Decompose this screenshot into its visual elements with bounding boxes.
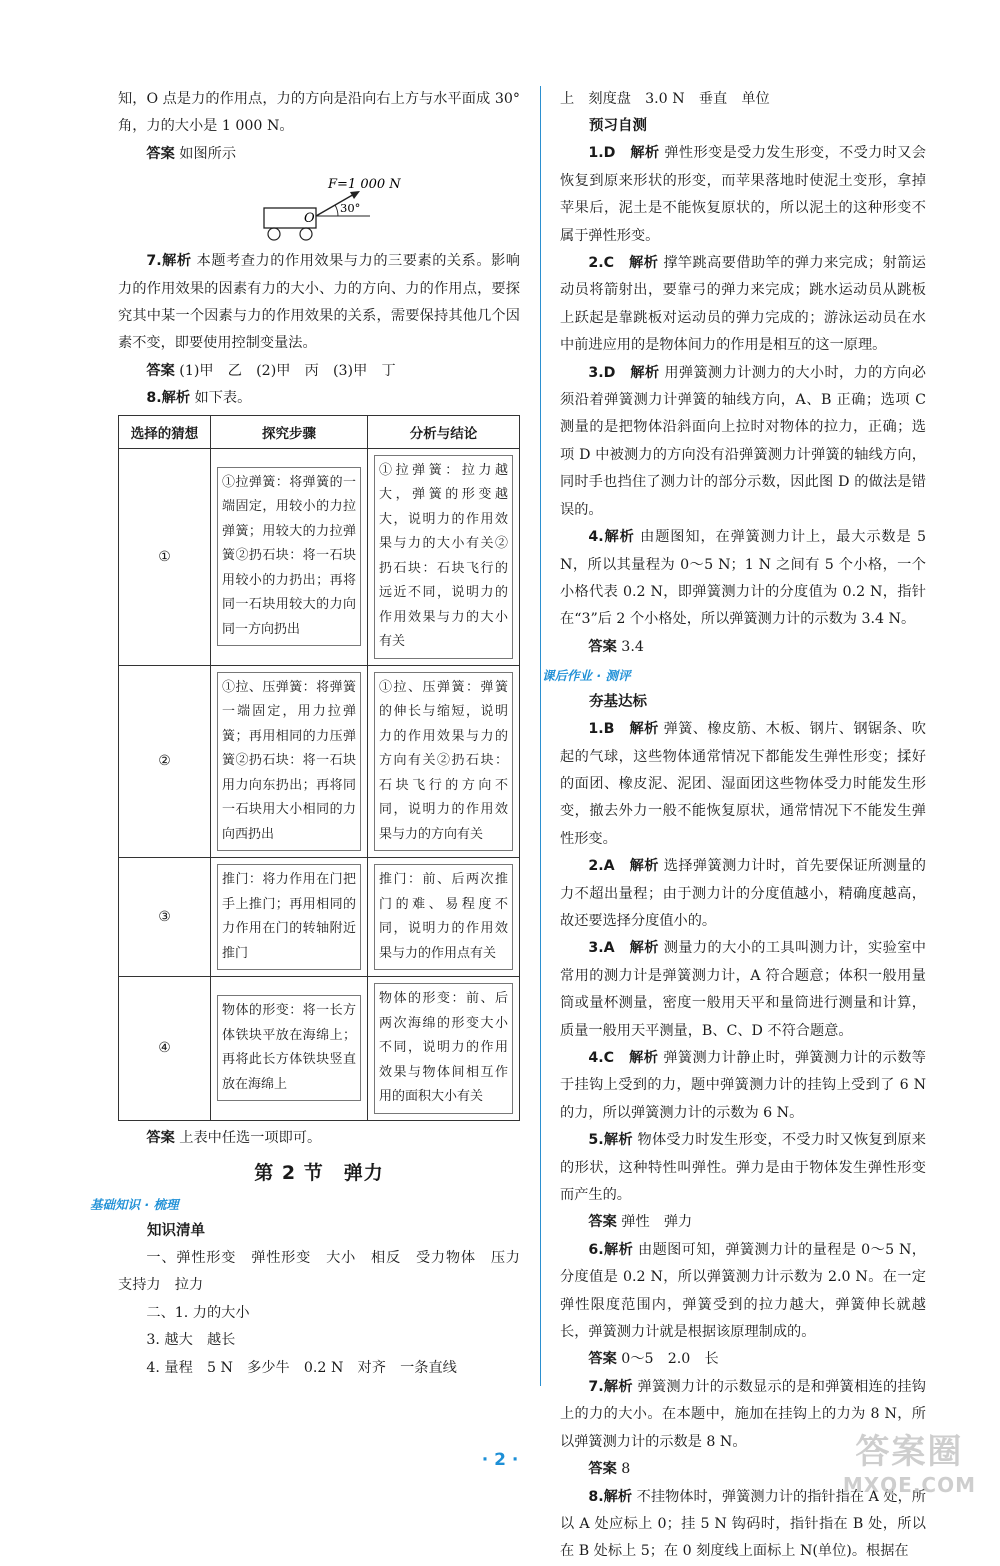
practice-item: 1.B 解析 弹簧、橡皮筋、木板、钢片、钢锯条、吹起的气球，这些物体通常情况下都能发生弹性形变；揉好的面团、橡皮泥、泥团、湿面团这些物体受力时能发生形变，撤去外力一般不能恢复原状，通常情况下不能发生弹性形变。 [560, 721, 926, 847]
force-label: F=1 000 N [328, 177, 401, 193]
force-diagram [118, 170, 520, 242]
practice-item: 5.解析 物体受力时发生形变，不受力时又恢复到原来的形状，这种特性叫弹性。弹力是由于物体发生弹性形变而产生的。 [560, 1132, 926, 1204]
right-column [542, 86, 926, 1566]
table-cell-conclusion: 推门：前、后两次推门的难、易程度不同，说明力的作用效果与力的作用点有关 [368, 858, 520, 977]
table-header: 选择的猜想 [119, 415, 211, 448]
answer-4: 答案 3.4 [588, 638, 644, 655]
table-cell-steps: ①拉弹簧：将弹簧的一端固定，用较小的力拉弹簧；用较大的力拉弹簧②扔石块：将一石块用较小的力扔出；再将同一石块用较大的力向同一方向扔出 [211, 448, 368, 665]
base-practice-title: 夯基达标 [589, 694, 647, 711]
column-divider [540, 86, 541, 1386]
answer-7-right: 答案 8 [588, 1461, 631, 1478]
page-number: · 2 · [481, 1450, 519, 1470]
q8-right-analysis: 8.解析 不挂物体时，弹簧测力计的指针指在 A 处，所以 A 处应标上 0；挂 5 N 钩码时，指针指在 B 处，所以在 B 处标上 5；在 0 刻度线上面标上 N(单位)。根据在 [560, 1488, 926, 1560]
table-row [119, 858, 520, 977]
inquiry-table [118, 415, 520, 1121]
knowledge-list-title: 知识清单 [147, 1223, 205, 1240]
table-header: 探究步骤 [211, 415, 368, 448]
self-test-item: 1.D 解析 弹性形变是受力发生形变，不受力时又会恢复到原来形状的形变，而苹果落地时使泥土变形，拿掉苹果后，泥土是不能恢复原状的，所以泥土的这种形变不属于弹性形变。 [560, 145, 926, 244]
table-row [119, 665, 520, 858]
answer-5: 答案 弹性 弹力 [588, 1214, 693, 1231]
watermark-logo: 答案圈 MXQE.COM [842, 1432, 976, 1497]
table-cell-steps: 物体的形变：将一长方体铁块平放在海绵上；再将此长方体铁块竖直放在海绵上 [211, 977, 368, 1121]
practice-item: 3.A 解析 测量力的大小的工具叫测力计，实验室中常用的测力计是弹簧测力计，A 符合题意；体积一般用量筒或量杯测量，密度一般用天平和量筒进行测量和计算，质量一般用天平测量，B、C、D 不符合题意。 [560, 940, 926, 1039]
angle-arc [335, 205, 338, 216]
answer-6-right: 答案 0～5 2.0 长 [588, 1351, 719, 1368]
self-test-title: 预习自测 [589, 118, 647, 135]
table-cell-conclusion: ①拉弹簧：拉力越大，弹簧的形变越大，说明力的作用效果与力的大小有关②扔石块：石块飞行的远近不同，说明力的作用效果与力的大小有关 [368, 448, 520, 665]
knowledge-item-1: 一、弹性形变 弹性形变 大小 相反 受力物体 压力 支持力 拉力 [118, 1250, 535, 1294]
table-cell-num: ② [119, 665, 211, 858]
left-column [90, 86, 535, 1382]
point-label: O [304, 211, 315, 227]
table-cell-steps: ①拉、压弹簧：将弹簧一端固定，用力拉弹簧；再用相同的力压弹簧②扔石块：将一石块用力向东扔出；再将同一石块用大小相同的力向西扔出 [211, 665, 368, 858]
table-row [119, 448, 520, 665]
q7-analysis: 7.解析 本题考查力的作用效果与力的三要素的关系。影响力的作用效果的因素有力的大小、力的方向、力的作用点，要探究其中某一个因素与力的作用效果的关系，需要保持其他几个因素不变，即要使用控制变量法。 [118, 253, 520, 352]
self-test-item: 4.解析 由题图知，在弹簧测力计上，最大示数是 5 N，所以其量程为 0～5 N；1 N 之间有 5 个小格，一个小格代表 0.2 N，即弹簧测力计的分度值为 0.2 N，指针在“3”后 2 个小格处，所以弹簧测力计的示数为 3.4 N。 [560, 529, 926, 628]
table-cell-steps: 推门：将力作用在门把手上推门；再用相同的力作用在门的转轴附近推门 [211, 858, 368, 977]
table-cell-conclusion: 物体的形变：前、后两次海绵的形变大小不同，说明力的作用效果与物体间相互作用的面积大小有关 [368, 977, 520, 1121]
practice-item: 7.解析 弹簧测力计的示数显示的是和弹簧相连的挂钩上的力的大小。在本题中，施加在挂钩上的力为 8 N，所以弹簧测力计的示数是 8 N。 [560, 1378, 926, 1450]
table-row [119, 977, 520, 1121]
self-test-item: 2.C 解析 撑竿跳高要借助竿的弹力来完成；射箭运动员将箭射出，要靠弓的弹力来完成；跳水运动员从跳板上跃起是靠跳板对运动员的弹力完成的；游泳运动员在水中前进应用的是物体间力的作用是相互的这一原理。 [560, 255, 926, 354]
practice-item: 4.C 解析 弹簧测力计静止时，弹簧测力计的示数等于挂钩上受到的力，题中弹簧测力计的挂钩上受到了 6 N 的力，所以弹簧测力计的示数为 6 N。 [560, 1050, 926, 1121]
section-homework: 课后作业 · 测评 [542, 668, 631, 684]
cart-wheel-left [268, 228, 280, 240]
table-cell-num: ④ [119, 977, 211, 1121]
practice-item: 6.解析 由题图可知，弹簧测力计的量程是 0～5 N，分度值是 0.2 N，所以弹簧测力计示数为 2.0 N。在一定弹性限度范围内，弹簧受到的拉力越大，弹簧伸长就越长，弹簧测力计就是根据该原理制成的。 [560, 1241, 926, 1341]
intro-text: 知，O 点是力的作用点，力的方向是沿向右上方与水平面成 30°角，力的大小是 1 000 N。 [118, 91, 520, 135]
knowledge-item-4: 4. 量程 5 N 多少牛 0.2 N 对齐 一条直线 [146, 1359, 457, 1376]
section-basic-knowledge: 基础知识 · 梳理 [90, 1197, 179, 1213]
chapter-heading: 第 2 节 弹力 [254, 1162, 384, 1185]
cart-wheel-right [300, 228, 312, 240]
q8-analysis: 8.解析 如下表。 [146, 390, 252, 407]
force-diagram-svg [118, 170, 520, 242]
knowledge-continued: 上 刻度盘 3.0 N 垂直 单位 [560, 91, 770, 107]
knowledge-item-2: 二、1. 力的大小 [146, 1304, 250, 1321]
practice-item: 2.A 解析 选择弹簧测力计时，首先要保证所测量的力不超出量程；由于测力计的分度值越小，精确度越高，故还要选择分度值小的。 [560, 858, 926, 929]
self-test-item: 3.D 解析 用弹簧测力计测力的大小时，力的方向必须沿着弹簧测力计弹簧的轴线方向，A、B 正确；选项 C 测量的是把物体沿斜面向上拉时对物体的拉力，正确；选项 D 中被测力的方向没有沿弹簧测力计弹簧的轴线方向，同时手也挡住了测力计的部分示数，因此图 D 的做法是错误的。 [560, 364, 926, 518]
angle-label: 30° [340, 201, 361, 216]
table-cell-num: ① [119, 448, 211, 665]
answer-6: 答案 如图所示 [146, 145, 237, 162]
answer-8: 答案 上表中任选一项即可。 [146, 1129, 322, 1146]
table-header: 分析与结论 [368, 415, 520, 448]
table-cell-conclusion: ①拉、压弹簧：弹簧的伸长与缩短，说明力的作用效果与力的方向有关②扔石块：石块飞行的方向不同，说明力的作用效果与力的方向有关 [368, 665, 520, 858]
answer-7: 答案 (1)甲 乙 (2)甲 丙 (3)甲 丁 [146, 362, 396, 379]
knowledge-item-3: 3. 越大 越长 [146, 1332, 236, 1349]
table-cell-num: ③ [119, 858, 211, 977]
